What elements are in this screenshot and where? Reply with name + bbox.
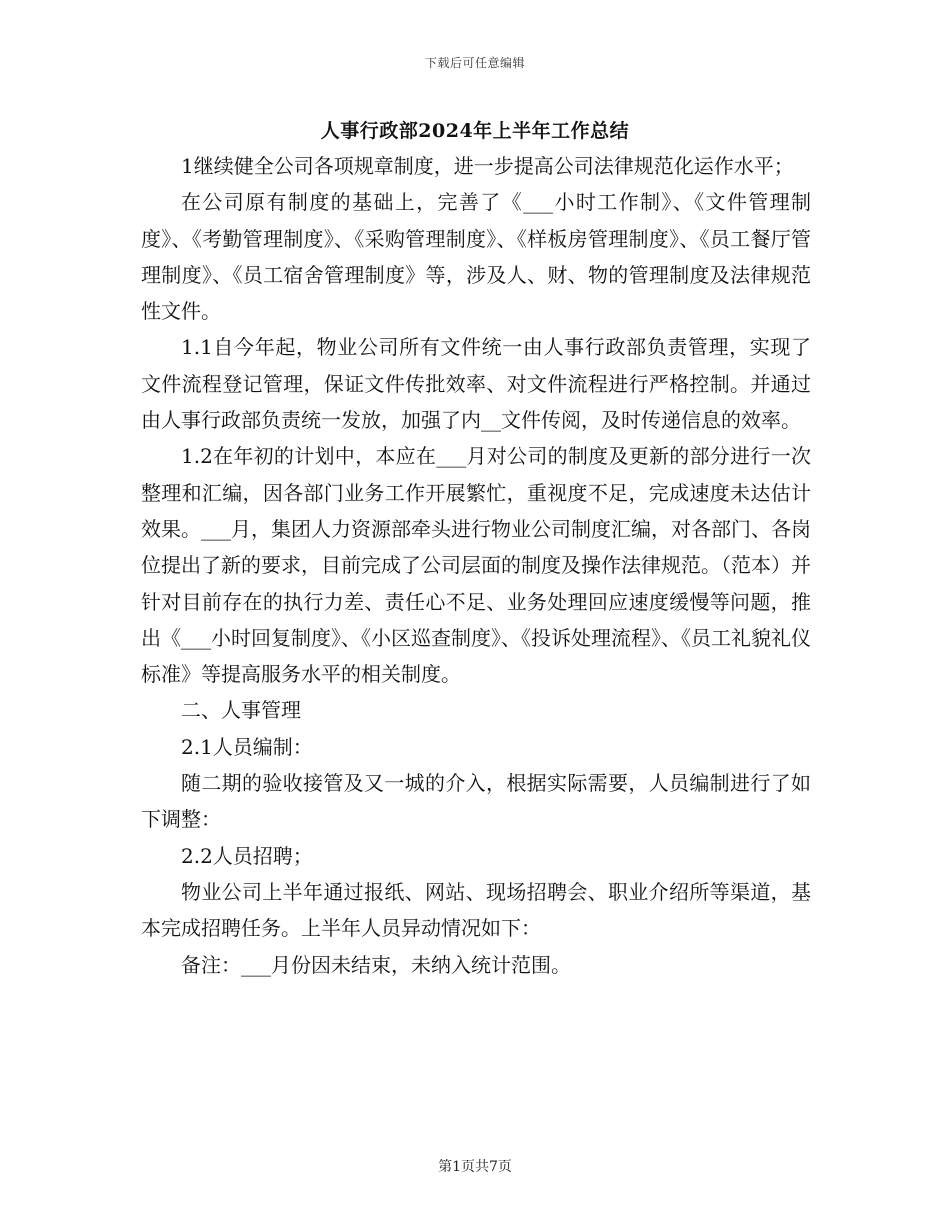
subsection-heading: 2.2人员招聘； [181,843,313,868]
section-heading: 二、人事管理 [181,698,301,723]
paragraph: 1.1自今年起，物业公司所有文件统一由人事行政部负责管理，实现了文件流程登记管理，保证文件传批效率、对文件流程进行严格控制。并通过由人事行政部负责统一发放，加强了内__文件传阅，及时传递信息的效率。 [141,335,811,433]
document-title: 人事行政部2024年上半年工作总结 [320,120,630,142]
paragraph: 1.2在年初的计划中，本应在___月对公司的制度及更新的部分进行一次整理和汇编，因各部门业务工作开展繁忙，重视度不足，完成速度未达估计效果。___月，集团人力资源部牵头进行物业公司制度汇编，对各部门、各岗位提出了新的要求，目前完成了公司层面的制度及操作法律规范。（范本）并针对目前存在的执行力差、责任心不足、业务处理回应速度缓慢等问题，推出《___小时回复制度》、《小区巡查制度》、《投诉处理流程》、《员工礼貌礼仪标准》等提高服务水平的相关制度。 [141,444,811,687]
paragraph: 随二期的验收接管及又一城的介入，根据实际需要，人员编制进行了如下调整： [141,771,811,832]
download-note: 下载后可任意编辑 [424,56,525,70]
document-body [141,148,811,983]
paragraph: 1继续健全公司各项规章制度，进一步提高公司法律规范化运作水平； [181,154,794,178]
paragraph: 物业公司上半年通过报纸、网站、现场招聘会、职业介绍所等渠道，基本完成招聘任务。上半年人员异动情况如下： [141,879,811,941]
note-paragraph: 备注：___月份因未结束，未纳入统计范围。 [181,952,571,977]
subsection-heading: 2.1人员编制： [181,734,313,759]
page-number: 第1页共7页 [438,1159,512,1175]
paragraph: 在公司原有制度的基础上，完善了《___小时工作制》、《文件管理制度》、《考勤管理制度》、《采购管理制度》、《样板房管理制度》、《员工餐厅管理制度》、《员工宿舍管理制度》等，涉及人、财、物的管理制度及法律规范性文件。 [141,190,811,324]
